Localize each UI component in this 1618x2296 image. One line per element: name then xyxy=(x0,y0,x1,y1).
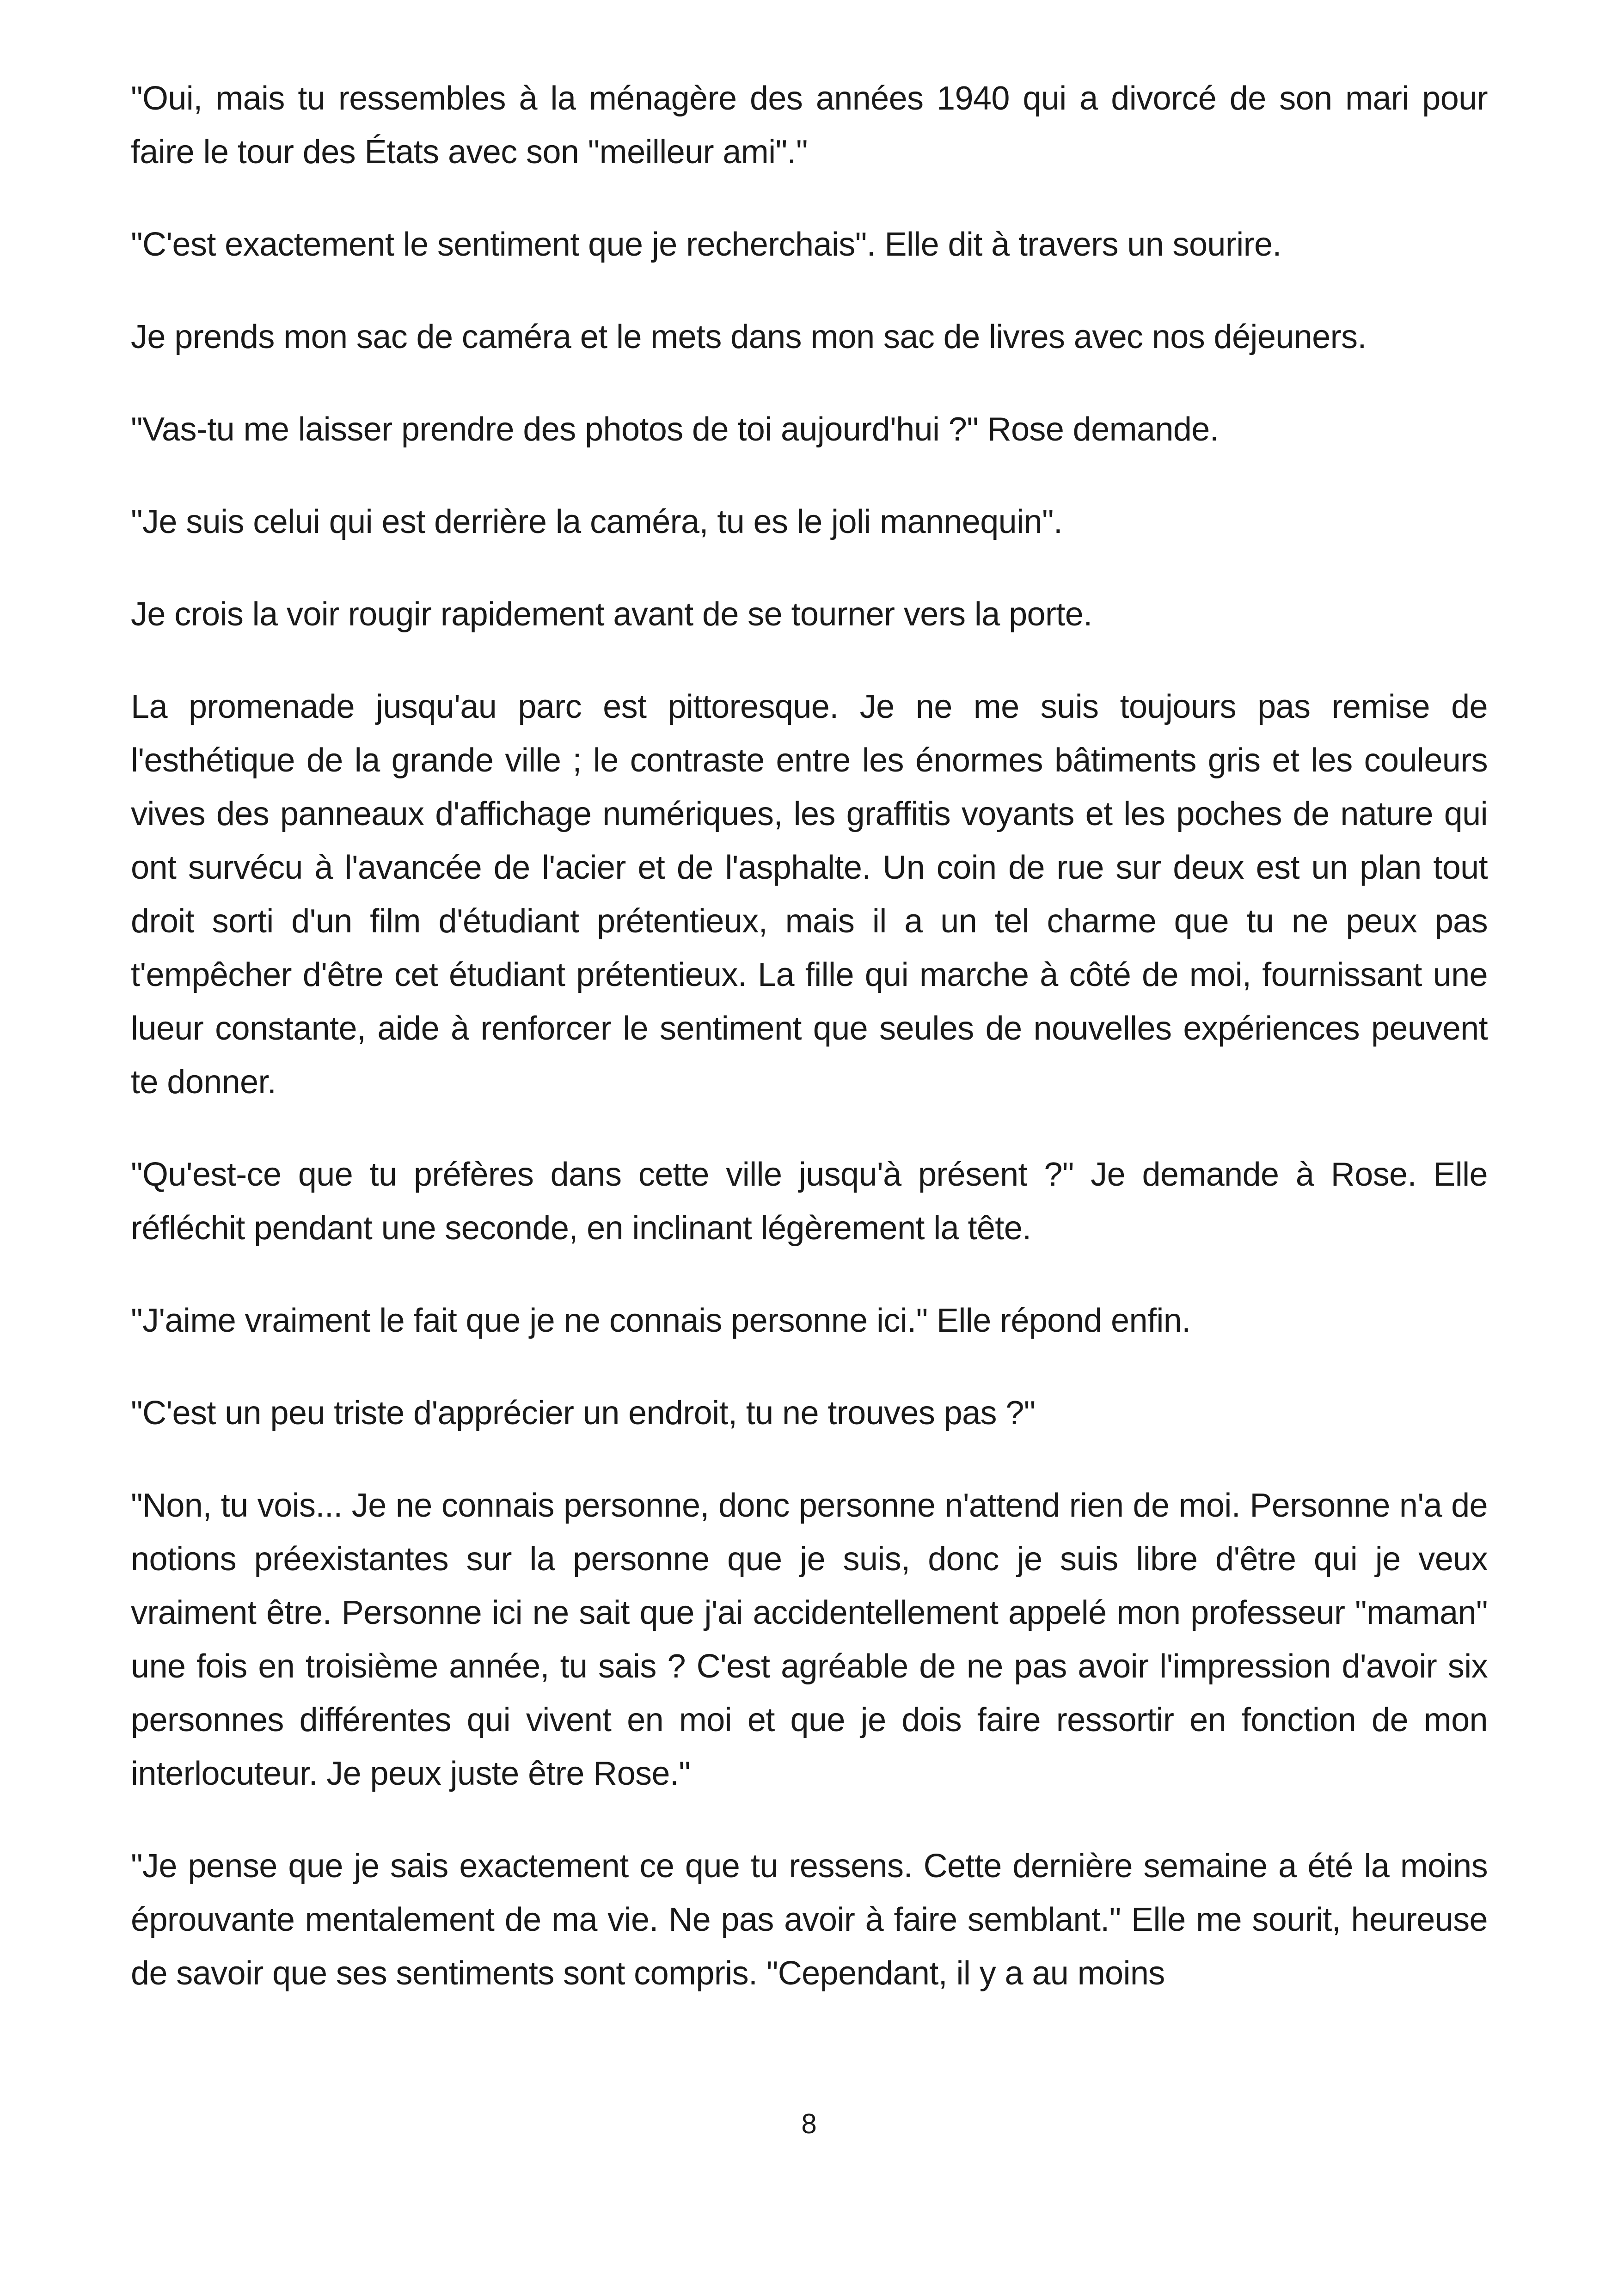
paragraph: "J'aime vraiment le fait que je ne connais personne ici." Elle répond enfin. xyxy=(131,1302,1191,1339)
paragraph: "Non, tu vois... Je ne connais personne, donc personne n'attend rien de moi. Personne n'a de notions préexistantes sur la personne que je suis, donc je suis libre d'être qui je veux vraiment être. Personne ici ne sait que j'ai accidentellement appelé mon professeur "maman" une fois en troisième année, tu sais ? C'est agréable de ne pas avoir l'impression d'avoir six personnes différentes qui vivent en moi et que je dois faire ressortir en fonction de mon interlocuteur. Je peux juste être Rose." xyxy=(131,1487,1488,1792)
paragraph: "Qu'est-ce que tu préfères dans cette ville jusqu'à présent ?" Je demande à Rose. Elle réfléchit pendant une seconde, en inclinant légèrement la tête. xyxy=(131,1156,1488,1247)
body-text xyxy=(131,72,1488,2000)
paragraph: "Oui, mais tu ressembles à la ménagère des années 1940 qui a divorcé de son mari pour faire le tour des États avec son "meilleur ami"." xyxy=(131,80,1488,171)
paragraph: "C'est un peu triste d'apprécier un endroit, tu ne trouves pas ?" xyxy=(131,1395,1036,1432)
paragraph: Je prends mon sac de caméra et le mets dans mon sac de livres avec nos déjeuners. xyxy=(131,318,1367,355)
paragraph: Je crois la voir rougir rapidement avant de se tourner vers la porte. xyxy=(131,596,1092,633)
paragraph: "Je suis celui qui est derrière la caméra, tu es le joli mannequin". xyxy=(131,503,1063,540)
paragraph: "Vas-tu me laisser prendre des photos de toi aujourd'hui ?" Rose demande. xyxy=(131,411,1219,448)
paragraph: "Je pense que je sais exactement ce que tu ressens. Cette dernière semaine a été la moins éprouvante mentalement de ma vie. Ne pas avoir à faire semblant." Elle me sourit, heureuse de savoir que ses sentiments sont compris. "Cependant, il y a au moins xyxy=(131,1848,1488,1992)
paragraph: La promenade jusqu'au parc est pittoresque. Je ne me suis toujours pas remise de l'esthétique de la grande ville ; le contraste entre les énormes bâtiments gris et les couleurs vives des panneaux d'affichage numériques, les graffitis voyants et les poches de nature qui ont survécu à l'avancée de l'acier et de l'asphalte. Un coin de rue sur deux est un plan tout droit sorti d'un film d'étudiant prétentieux, mais il a un tel charme que tu ne peux pas t'empêcher d'être cet étudiant prétentieux. La fille qui marche à côté de moi, fournissant une lueur constante, aide à renforcer le sentiment que seules de nouvelles expériences peuvent te donner. xyxy=(131,688,1488,1101)
paragraph: "C'est exactement le sentiment que je recherchais". Elle dit à travers un sourire. xyxy=(131,226,1281,263)
page-number: 8 xyxy=(801,2108,817,2139)
